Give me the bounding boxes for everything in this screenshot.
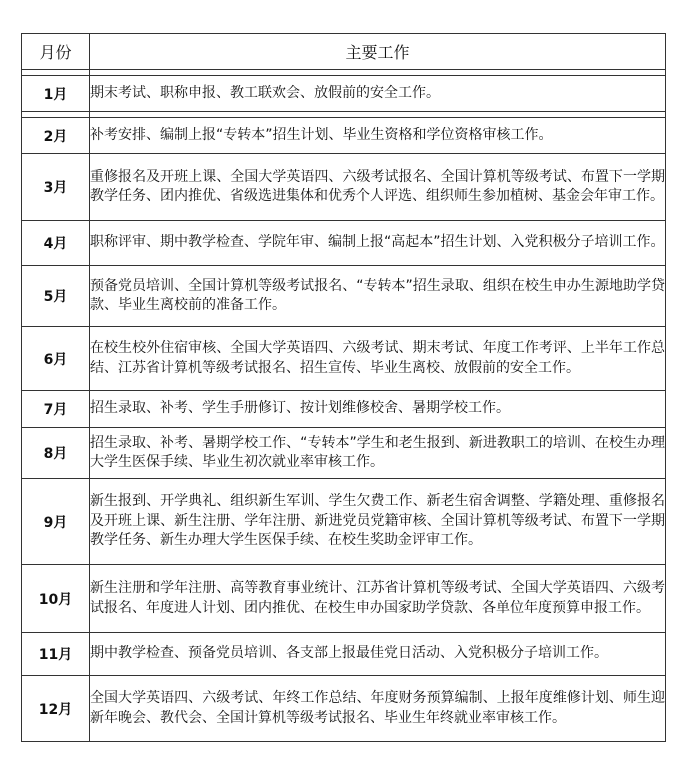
- table-row: [22, 391, 666, 428]
- month-cell: 4月: [22, 221, 90, 266]
- month-cell: 12月: [22, 676, 90, 742]
- work-cell: 招生录取、补考、学生手册修订、按计划维修校舍、暑期学校工作。: [90, 391, 666, 428]
- work-cell: 预备党员培训、全国计算机等级考试报名、“专转本”招生录取、组织在校生申办生源地助学贷款、毕业生离校前的准备工作。: [90, 266, 666, 327]
- month-column-header: 月份: [22, 34, 90, 70]
- work-cell: 期中教学检查、预备党员培训、各支部上报最佳党日活动、入党积极分子培训工作。: [90, 633, 666, 676]
- month-cell: 3月: [22, 154, 90, 221]
- table-row: [22, 428, 666, 479]
- table-header-row: [22, 34, 666, 70]
- work-cell: 新生注册和学年注册、高等教育事业统计、江苏省计算机等级考试、全国大学英语四、六级考试报名、年度进人计划、团内推优、在校生申办国家助学贷款、各单位年度预算申报工作。: [90, 565, 666, 633]
- work-cell: 招生录取、补考、暑期学校工作、“专转本”学生和老生报到、新进教职工的培训、在校生办理大学生医保手续、毕业生初次就业率审核工作。: [90, 428, 666, 479]
- month-cell: 8月: [22, 428, 90, 479]
- work-cell: 职称评审、期中教学检查、学院年审、编制上报“高起本”招生计划、入党积极分子培训工作。: [90, 221, 666, 266]
- work-cell: 在校生校外住宿审核、全国大学英语四、六级考试、期末考试、年度工作考评、上半年工作总结、江苏省计算机等级考试报名、招生宣传、毕业生离校、放假前的安全工作。: [90, 327, 666, 391]
- month-cell: 6月: [22, 327, 90, 391]
- table-row: [22, 633, 666, 676]
- table-row: [22, 266, 666, 327]
- month-cell: 2月: [22, 118, 90, 154]
- table-row: [22, 76, 666, 112]
- month-cell: 9月: [22, 479, 90, 565]
- work-column-header: 主要工作: [90, 34, 666, 70]
- table-row: [22, 118, 666, 154]
- table-row: [22, 676, 666, 742]
- work-cell: 新生报到、开学典礼、组织新生军训、学生欠费工作、新老生宿舍调整、学籍处理、重修报名及开班上课、新生注册、学年注册、新进党员党籍审核、全国计算机等级考试、布置下一学期教学任务、新生办理大学生医保手续、在校生奖助金评审工作。: [90, 479, 666, 565]
- table-row: [22, 565, 666, 633]
- table-row: [22, 479, 666, 565]
- table-row: [22, 221, 666, 266]
- work-plan-sheet: [21, 33, 665, 742]
- work-cell: 补考安排、编制上报“专转本”招生计划、毕业生资格和学位资格审核工作。: [90, 118, 666, 154]
- table-row: [22, 154, 666, 221]
- work-cell: 重修报名及开班上课、全国大学英语四、六级考试报名、全国计算机等级考试、布置下一学期教学任务、团内推优、省级选进集体和优秀个人评选、组织师生参加植树、基金会年审工作。: [90, 154, 666, 221]
- month-cell: 5月: [22, 266, 90, 327]
- monthly-work-table: [21, 33, 666, 742]
- work-cell: 全国大学英语四、六级考试、年终工作总结、年度财务预算编制、上报年度维修计划、师生迎新年晚会、教代会、全国计算机等级考试报名、毕业生年终就业率审核工作。: [90, 676, 666, 742]
- month-cell: 10月: [22, 565, 90, 633]
- table-row: [22, 327, 666, 391]
- month-cell: 7月: [22, 391, 90, 428]
- work-cell: 期末考试、职称申报、教工联欢会、放假前的安全工作。: [90, 76, 666, 112]
- month-cell: 1月: [22, 76, 90, 112]
- month-cell: 11月: [22, 633, 90, 676]
